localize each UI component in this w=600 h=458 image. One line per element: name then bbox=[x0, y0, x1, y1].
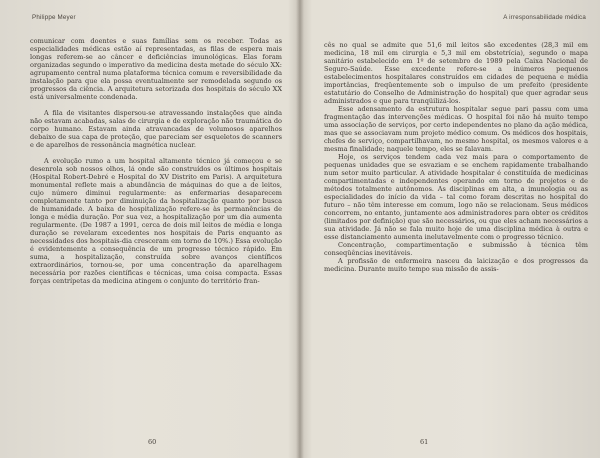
left-running-head: Philippe Meyer bbox=[32, 14, 76, 21]
paragraph: A evolução rumo a um hospital altamente técnico já começou e se desenrola sob nossos olhos, lá onde são construídos os últimos hospitais (Hospital Robert-Debré e Hospital do XV Distrito em Paris). A arquitetura monumental reflete mais a abundância de máquinas do que a de leitos, cujo número diminui regularmente: as enfermarias desaparecem completamente tanto por diminuição da hospitalização quanto por busca de humanidade. A baixa de hospitalização refere-se às permanências de longa e média duração. Por sua vez, a hospitalização por um dia aumenta regularmente. (De 1987 a 1991, cerca de dois mil leitos de média e longa duração se revelaram excedentes nos hospitais de Paris enquanto as necessidades dos hospitais-dia cresceram em torno de 10%.) Essa evolução é evidentemente a consequência de um progresso técnico rápido. Em suma, a hospitalização, construída sobre avanços científicos extraordinários, tornou-se, por uma concentração da aparelhagem necessária por razões científicas e técnicas, uma coisa compacta. Essas forças centrípetas da medicina atingem o conjunto do território fran- bbox=[30, 157, 282, 285]
right-page-number: 61 bbox=[420, 438, 429, 446]
paragraph: A profissão de enfermeira nasceu da laicização e dos progressos da medicina. Durante muito tempo sua missão de assis- bbox=[324, 257, 588, 273]
paragraph: Concentração, compartimentação e submissão à técnica têm conseqüências inevitáveis. bbox=[324, 241, 588, 257]
paragraph: Esse adensamento da estrutura hospitalar segue pari passu com uma fragmentação das intervenções médicas. O hospital foi não há muito tempo uma associação de serviços, por certo independentes no plano da ação médica, mas que se associavam num projeto médico comum. Os médicos dos hospitais, chefes de serviço, compartilhavam, no mesmo hospital, os mesmos valores e a mesma finalidade; naquele tempo, eles se falavam. bbox=[324, 105, 588, 153]
paragraph: A fila de visitantes dispersou-se atravessando instalações que ainda não estavam acabadas, salas de cirurgia e de exploração não traumática do corpo humano. Estavam ainda atravancadas de volumosos aparelhos debaixo de sua capa de proteção, que pareciam ser esqueletos de scanners e de aparelhos de ressonância magnética nuclear. bbox=[30, 109, 282, 149]
left-page-body bbox=[30, 37, 282, 285]
paragraph: Hoje, os serviços tendem cada vez mais para o comportamento de pequenas unidades que se esvaziam e se enchem rapidamente trabalhando num setor muito particular. A atividade hospitalar é constituída de medicinas compartimentadas e independentes operando em torno de projetos e de métodos totalmente autônomos. As disciplinas em alta, a imunologia ou as especialidades do início da vida – tal como foram descritas no hospital do futuro – não têm interesse em comum, logo não se relacionam. Seus médicos concorrem, no entanto, juntamente aos administradores para obter os créditos (limitados por definição) que são necessários, ou que eles acham necessários a sua atividade. Já não se fala muito hoje de uma disciplina médica à outra e esse distanciamento aumenta inelutavelmente com o progresso técnico. bbox=[324, 153, 588, 241]
left-page bbox=[0, 0, 298, 458]
right-page-body bbox=[324, 41, 588, 273]
left-page-number: 60 bbox=[148, 438, 157, 446]
paragraph: cês no qual se admite que 51,6 mil leitos são excedentes (28,3 mil em medicina, 18 mil em cirurgia e 5,3 mil em obstetrícia), segundo o mapa sanitário estabelecido em 1º de setembro de 1989 pela Caixa Nacional de Seguro-Saúde. Esse excedente refere-se a inúmeros pequenos estabelecimentos hospitalares construídos em cidades de pequena e média importâncias, freqüentemente sob o impulso de um prefeito (presidente estatutário do Conselho de Administração do hospital) que quer agradar seus administrados e que para tranqüilizá-los. bbox=[324, 41, 588, 105]
right-page bbox=[302, 0, 600, 458]
paragraph: comunicar com doentes e suas famílias sem os receber. Todas as especialidades médicas estão aí representadas, as filas de espera mais longas referem-se ao câncer e deficiências imunológicas. Elas foram organizadas segundo o imperativo da medicina desta metade do século XX: agrupamento central numa plataforma técnica comum e reversibilidade da instalação para que ela possa eventualmente ser remodelada segundo os progressos da ciência. A arquitetura setorizada dos hospitais do século XX está universalmente condenada. bbox=[30, 37, 282, 101]
right-running-head: A irresponsabilidade médica bbox=[503, 14, 586, 21]
